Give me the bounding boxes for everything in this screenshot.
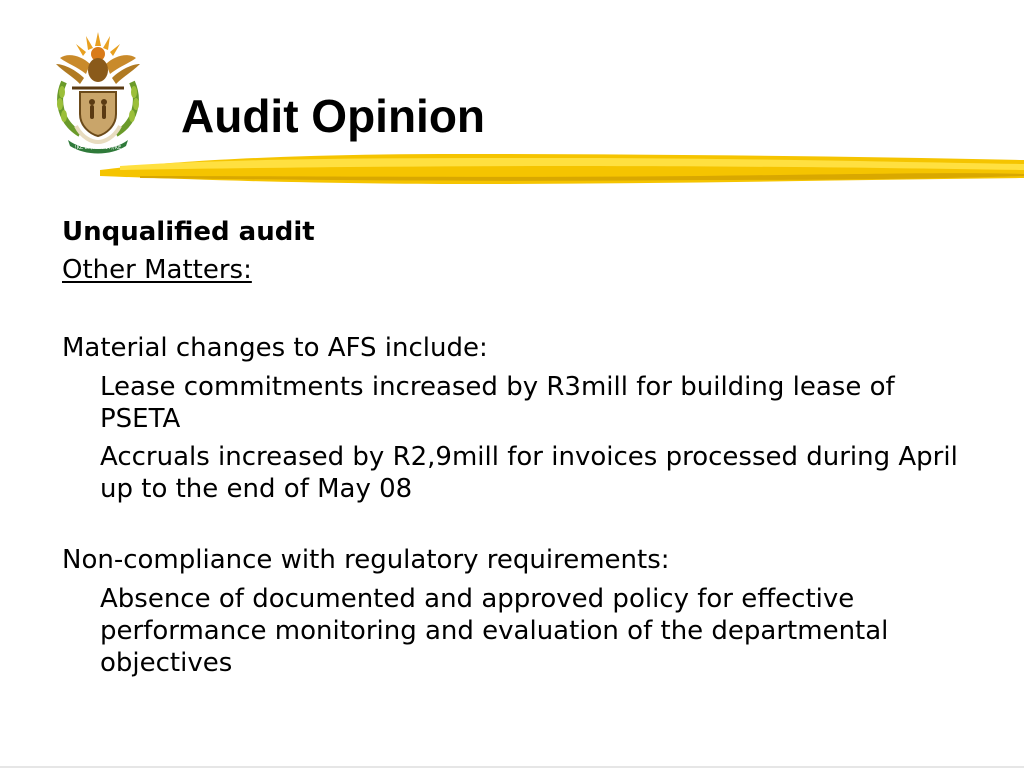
list-item [62,583,962,679]
coat-of-arms-icon [46,30,150,154]
section-label-material-changes: Material changes to AFS include: [62,333,488,363]
title-underline-brushstroke [100,146,1024,190]
slide-title: Audit Opinion [181,90,486,142]
spacer [62,505,962,543]
non-compliance-list [62,583,962,679]
other-matters-subheading: Other Matters: [62,255,252,285]
list-item [62,371,962,435]
spacer [62,289,962,331]
material-changes-list [62,371,962,505]
section-label-non-compliance: Non-compliance with regulatory requirements: [62,545,670,575]
list-item [62,441,962,505]
svg-text:!KE E: /XARRA //KE: !KE E: /XARRA //KE [74,145,122,151]
list-item-text: Accruals increased by R2,9mill for invoices processed during April up to the end of May 08 [100,442,958,504]
list-item-text: Absence of documented and approved policy for effective performance monitoring and evaluation of the departmental objectives [100,584,889,678]
list-item-text: Lease commitments increased by R3mill for building lease of PSETA [100,372,895,434]
audit-result-heading: Unqualified audit [62,217,315,247]
slide-body [62,213,962,679]
